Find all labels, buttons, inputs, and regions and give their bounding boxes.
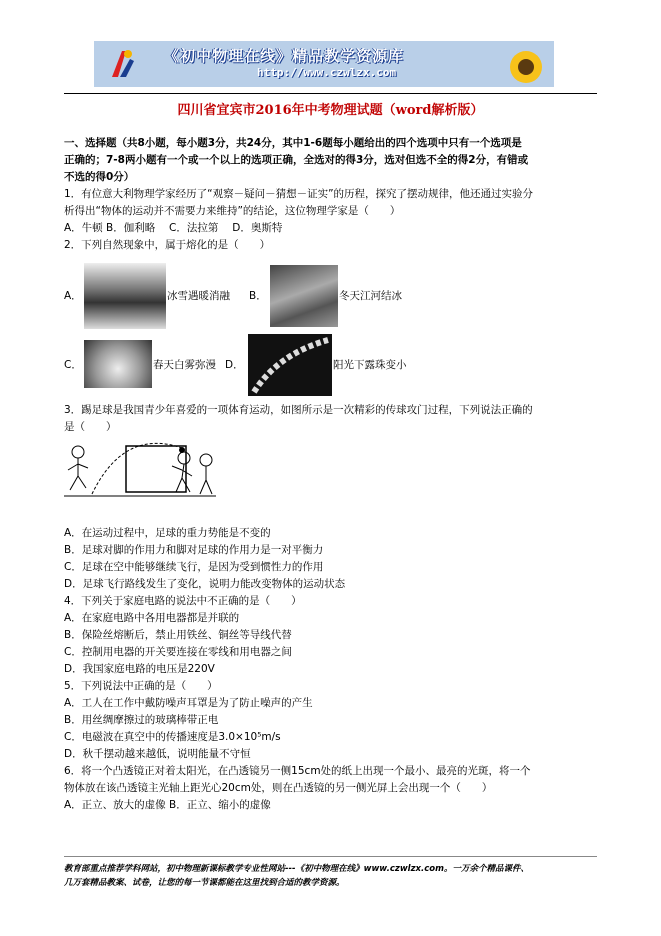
fog-photo	[84, 340, 152, 388]
section-heading-line: 不选的得0分）	[64, 171, 135, 183]
option-d-text: 阳光下露珠变小	[333, 359, 407, 371]
question-1-stem: 1．有位意大利物理学家经历了“观察－疑问－猜想－证实”的历程，探究了摆动规律，他还通过实验分	[64, 188, 534, 200]
question-3-option-d: D．足球飞行路线发生了变化，说明力能改变物体的运动状态	[64, 578, 346, 590]
question-3-stem: 是（ ）	[64, 421, 117, 433]
question-3-option-a: A．在运动过程中，足球的重力势能是不变的	[64, 527, 271, 539]
dewdrops-photo	[248, 334, 332, 396]
option-c-text: 春天白雾弥漫	[153, 359, 216, 371]
option-c-label: C．	[64, 359, 82, 371]
option-b-label: B．	[249, 290, 267, 302]
question-1-stem: 析得出“物体的运动并不需要力来维持”的结论，这位物理学家是（ ）	[64, 205, 401, 217]
footer-text: 几万套精品教案、试卷，让您的每一节课都能在这里找到合适的教学资源。	[64, 878, 345, 888]
sunflower-icon	[506, 47, 546, 87]
question-5-option-a: A．工人在工作中戴防噪声耳罩是为了防止噪声的产生	[64, 697, 313, 709]
question-3-stem: 3．踢足球是我国青少年喜爱的一项体育运动，如图所示是一次精彩的传球攻门过程，下列说法正确的	[64, 404, 533, 416]
question-5-option-c: C．电磁波在真空中的传播速度是3.0×10⁵m/s	[64, 731, 281, 743]
frozen-river-photo	[270, 265, 338, 327]
question-4-option-c: C．控制用电器的开关要连接在零线和用电器之间	[64, 646, 292, 658]
question-3-option-b: B．足球对脚的作用力和脚对足球的作用力是一对平衡力	[64, 544, 324, 556]
footer-divider	[64, 856, 597, 857]
question-6-options: A．正立、放大的虚像 B．正立、缩小的虚像	[64, 799, 271, 811]
question-6-stem: 物体放在该凸透镜主光轴上距光心20cm处，则在凸透镜的另一侧光屏上会出现一个（ ）	[64, 782, 493, 794]
question-4-option-a: A．在家庭电路中各用电器都是并联的	[64, 612, 240, 624]
question-3-option-c: C．足球在空中能够继续飞行，是因为受到惯性力的作用	[64, 561, 324, 573]
option-b-text: 冬天江河结冰	[339, 290, 402, 302]
page-title: 四川省宜宾市2016年中考物理试题（word解析版）	[177, 103, 484, 118]
section-heading-line: 一、选择题（共8小题，每小题3分，共24分，其中1-6题每小题给出的四个选项中只有一个选项是	[64, 137, 522, 149]
soccer-pass-illustration	[64, 438, 216, 504]
question-2-stem: 2．下列自然现象中，属于熔化的是（ ）	[64, 239, 271, 251]
site-logo-icon	[108, 47, 136, 81]
banner-title: 《初中物理在线》精品教学资源库	[164, 47, 405, 65]
question-4-option-b: B．保险丝熔断后，禁止用铁丝、铜丝等导线代替	[64, 629, 292, 641]
header-banner	[94, 41, 554, 87]
question-5-stem: 5．下列说法中正确的是（ ）	[64, 680, 218, 692]
question-4-option-d: D．我国家庭电路的电压是220V	[64, 663, 215, 675]
option-a-text: 冰雪遇暖消融	[167, 290, 230, 302]
banner-url: http://www.czwlzx.com	[257, 66, 397, 79]
melting-snow-photo	[84, 263, 166, 329]
footer-text: 教育部重点推荐学科网站，初中物理新课标教学专业性网站---《初中物理在线》www.czwlzx.com。一万余个精品课件、	[64, 864, 529, 874]
question-4-stem: 4．下列关于家庭电路的说法中不正确的是（ ）	[64, 595, 302, 607]
question-6-stem: 6．将一个凸透镜正对着太阳光，在凸透镜另一侧15cm处的纸上出现一个最小、最亮的光斑，将一个	[64, 765, 531, 777]
header-divider	[64, 93, 597, 94]
question-1-options: A．牛顿 B．伽利略 C．法拉第 D．奥斯特	[64, 222, 283, 234]
section-heading-line: 正确的；7-8两小题有一个或一个以上的选项正确，全选对的得3分，选对但选不全的得2分，有错或	[64, 154, 529, 166]
question-5-option-b: B．用丝绸摩擦过的玻璃棒带正电	[64, 714, 219, 726]
option-d-label: D．	[225, 359, 244, 371]
option-a-label: A．	[64, 290, 82, 302]
question-5-option-d: D．秋千摆动越来越低，说明能量不守恒	[64, 748, 251, 760]
